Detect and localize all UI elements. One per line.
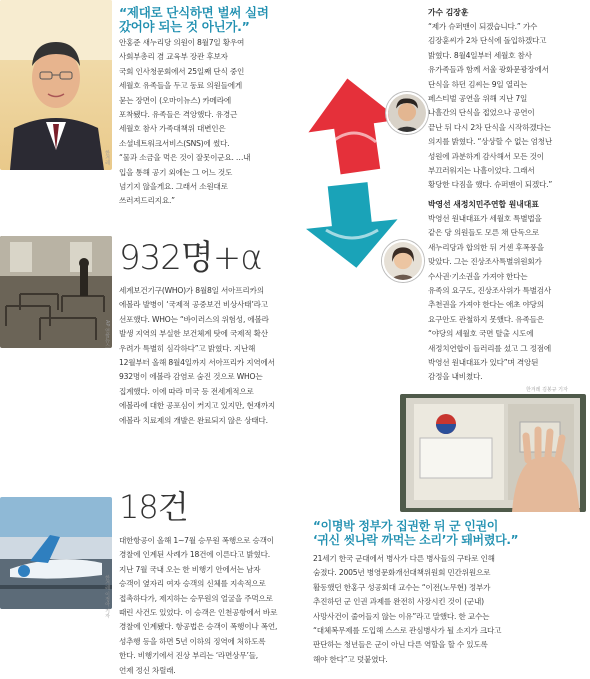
article-body: 21세기 한국 군대에서 병사가 다른 병사들의 구타로 인해 숨졌다. 2005년 병영문화개선대책위원회 민간위원으로 활동했던 한홍구 성공회대 교수는 “이전(노무현) 정부가 추진하던 군 인권 과제를 완전히 사장시킨 것이 (군내) 사망사건이 줄어들지 않는 이유”라고 말했다. 한 교수는 “대체복무제를 도입해 스스로 관심병사가 될 소지가 크다고 판단하는 청년들은 군이 아닌 다른 역할을 할 수 있도록 해야 한다”고 덧붙였다. [313,554,502,664]
section-subhead: 박영선 새정치민주연합 원내대표 [428,200,539,209]
stat-number: 932명+α [119,238,262,278]
photo-credit: AP 연합뉴스 [104,320,110,349]
photo-credit: 한겨레 [104,150,110,165]
article-body: 안홍준 새누리당 의원이 8월7일 황우여 사회부총리 겸 교육부 장관 후보자 국회 인사청문회에서 25일째 단식 중인 세월호 유족들을 두고 동료 의원들에게 묻는 장면이 (오마이뉴스) 카메라에 포착됐다. 유족들은 격앙했다. 유경근 세월호 참사 가족대책위 대변인은 소셜네트워크서비스(SNS)에 썼다. “물과 소금을 먹은 것이 잘못이군요. …내 입을 통해 공기 외에는 그 어느 것도 넘기지 않을게요. 그래서 소원대로 쓰러져드리지요.” [119,38,251,206]
stat-number: 18건 [119,488,188,526]
photo-credit: 한겨레 이정아 기자 [104,575,110,619]
article-body: 세계보건기구(WHO)가 8월8일 서아프리카의 에볼라 발병이 ‘국제적 공중보건 비상사태’라고 선포했다. WHO는 “바이러스의 위험성, 에볼라 발생 지역의 부실한 보건체계 탓에 국제적 확산 우려가 특별히 심각하다”고 밝혔다. 지난해 12월부터 올해 8월4일까지 서아프리카 지역에서 932명이 에볼라 감염로 숨진 것으로 WHO는 집계했다. 이에 따라 미국 등 전세계적으로 에볼라에 대한 공포심이 커지고 있지만, 현재까지 에볼라 치료제의 개발은 완료되지 않은 상태다. [119,286,275,425]
politician-photo [0,0,112,170]
quote-headline: “제대로 단식하면 벌써 실려 갔어야 되는 것 아닌가.” [119,5,269,34]
photo-credit: 한겨레 김봉규 기자 [526,387,568,393]
airplane-photo [0,497,112,609]
article-body: “제가 슈퍼맨이 되겠습니다.” 가수 김장훈씨가 2차 단식에 돌입하겠다고 밝혔다. 8월4일부터 세월호 참사 유가족들과 함께 서울 광화문광장에서 단식을 하던 김씨는 9일 열리는 페스티벌 공연을 위해 지난 7일 나흘간의 단식을 접었으나 공연이 끝난 뒤 다시 2차 단식을 시작하겠다는 의지를 밝혔다. “상상할 수 없는 엄청난 성원에 과분하게 감사해서 모든 것이 부끄러워지는 나흘이었다. 그래서 황당한 다짐을 했다. 슈퍼맨이 되겠다.” [428,22,553,190]
quote-headline: “이명박 정부가 집권한 뒤 군 인권이 ‘귀신 씻나락 까먹는 소리’가 돼버렸다.” [313,519,519,547]
article-body: 박영선 원내대표가 세월호 특별법을 같은 당 의원들도 모른 채 단독으로 새누리당과 합의한 뒤 거센 후폭풍을 맞았다. 그는 진상조사특별위원회가 수사권·기소권을 가져야 한다는 유족의 요구도, 진상조사위가 특별검사 추천권을 가져야 한다는 애초 야당의 요구안도 관철하지 못했다. 유족들은 “야당의 세월호 국면 탈출 시도에 새정치연합이 들러리를 섰고 그 정점에 박영선 원내대표가 있다”며 격앙된 감정을 내비쳤다. [428,214,552,382]
section-subhead: 가수 김장훈 [428,8,469,17]
military-photo [400,394,586,512]
ebola-photo [0,236,112,348]
singer-portrait [386,92,428,134]
politician-portrait [382,240,424,282]
article-body: 대한항공이 올해 1~7월 승무원 폭행으로 승객이 경찰에 인계된 사례가 18건에 이른다고 밝혔다. 지난 7월 국내 오는 한 비행기 안에서는 남자 승객이 옆자리 여자 승객의 신체를 지속적으로 접촉하다가, 제지하는 승무원의 얼굴을 주먹으로 때린 사건도 있었다. 이 승객은 인천공항에서 바로 경찰에 인계됐다. 항공법은 승객이 폭행이나 폭언, 성추행 등을 하면 5년 이하의 징역에 처하도록 한다. 비행기에서 진상 부리는 ‘라면상무’들, 언제 정신 차릴래. [119,536,278,675]
